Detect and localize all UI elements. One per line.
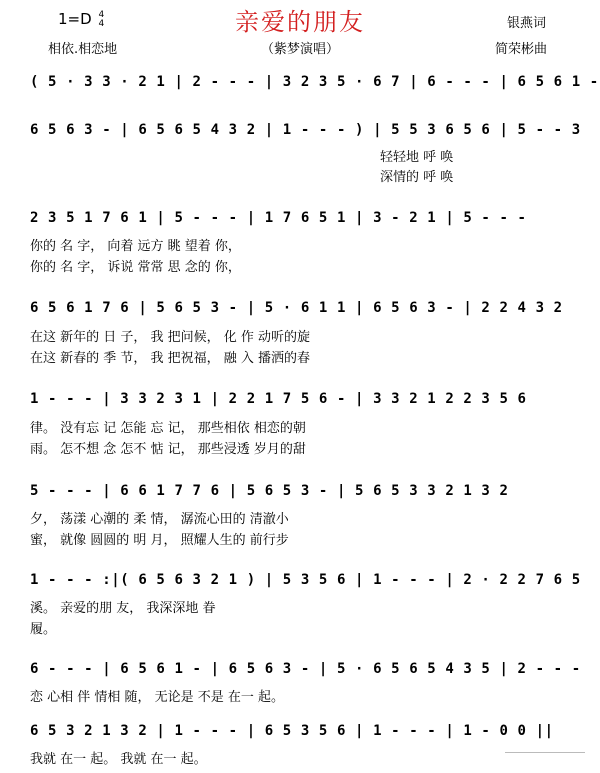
lyric-line-2a: 轻轻地 呼 唤	[380, 150, 454, 165]
key-signature	[58, 10, 104, 29]
subtitle-left: 相依.相恋地	[48, 42, 118, 57]
score-line-3: 2 3 5 1 7 6 1 | 5 - - - | 1 7 6 5 1 | 3 - 2 1 | 5 - - -	[30, 210, 527, 226]
score-line-1: ( 5 · 3 3 · 2 1 | 2 - - - | 3 2 3 5 · 6 7 | 6 - - - | 6 5 6 1 -	[30, 74, 599, 90]
lyric-line-9a: 我就 在一 起。 我就 在一 起。	[30, 752, 207, 767]
subtitle-center: （紫梦演唱）	[260, 42, 339, 57]
lyric-line-5a: 律。 没有忘 记 怎能 忘 记， 那些相依 相恋的朝	[30, 421, 306, 436]
time-bottom: 4	[98, 18, 105, 29]
score-line-8: 6 - - - | 6 5 6 1 - | 6 5 6 3 - | 5 · 6 5 6 5 4 3 5 | 2 - - -	[30, 661, 581, 677]
lyric-line-2b: 深情的 呼 唤	[380, 170, 454, 185]
lyric-line-4a: 在这 新年的 日 子， 我 把问候， 化 作 动听的旋	[30, 330, 311, 345]
lyric-line-8a: 恋 心相 伴 情相 随， 无论是 不是 在一 起。	[30, 690, 285, 705]
lyric-line-6a: 夕， 荡漾 心潮的 柔 情， 潺流心田的 清澈小	[30, 512, 289, 527]
lyric-line-7a: 溪。 亲爱的朋 友， 我深深地 眷	[30, 601, 216, 616]
score-line-2: 6 5 6 3 - | 6 5 6 5 4 3 2 | 1 - - - ) | 5 5 3 6 5 6 | 5 - - 3	[30, 122, 581, 138]
lyric-line-7b: 履。	[30, 622, 57, 637]
score-line-5: 1 - - - | 3 3 2 3 1 | 2 2 1 7 5 6 - | 3 3 2 1 2 2 3 5 6	[30, 391, 527, 407]
lyric-line-6b: 蜜， 就像 圆圆的 明 月， 照耀人生的 前行步	[30, 533, 289, 548]
lyric-line-3a: 你的 名 字， 向着 远方 眺 望着 你，	[30, 239, 241, 254]
corner-watermark	[505, 740, 585, 753]
key-label: 1=D	[58, 10, 92, 28]
lyricist: 银燕词	[507, 16, 547, 31]
time-top: 4	[98, 9, 105, 20]
score-line-6: 5 - - - | 6 6 1 7 7 6 | 5 6 5 3 - | 5 6 5 3 3 2 1 3 2	[30, 483, 509, 499]
composer: 简荣彬曲	[495, 42, 548, 57]
score-line-7: 1 - - - :|( 6 5 6 3 2 1 ) | 5 3 5 6 | 1 - - - | 2 · 2 2 7 6 5	[30, 572, 581, 588]
lyric-line-3b: 你的 名 字， 诉说 常常 思 念的 你，	[30, 260, 241, 275]
score-line-4: 6 5 6 1 7 6 | 5 6 5 3 - | 5 · 6 1 1 | 6 5 6 3 - | 2 2 4 3 2	[30, 300, 563, 316]
score-line-9: 6 5 3 2 1 3 2 | 1 - - - | 6 5 3 5 6 | 1 - - - | 1 - 0 0 ||	[30, 723, 554, 739]
lyric-line-4b: 在这 新春的 季 节， 我 把祝福， 融 入 播洒的春	[30, 351, 311, 366]
song-title: 亲爱的朋友	[235, 8, 365, 36]
lyric-line-5b: 雨。 怎不想 念 怎不 惦 记， 那些浸透 岁月的甜	[30, 442, 306, 457]
time-signature	[98, 11, 104, 29]
